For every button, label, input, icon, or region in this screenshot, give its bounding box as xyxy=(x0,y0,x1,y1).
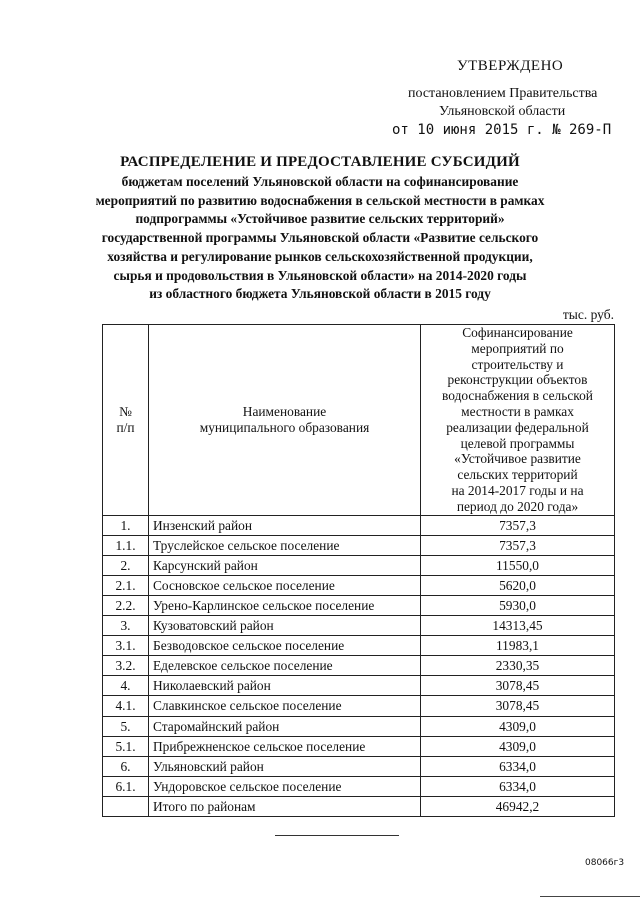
header-number xyxy=(103,325,149,516)
title-line: хозяйства и регулирование рынков сельскохозяйственной продукции, xyxy=(107,248,533,264)
table-row xyxy=(103,636,615,656)
row-municipality: Ундоровское сельское поселение xyxy=(149,776,421,796)
row-number: 2.1. xyxy=(103,575,149,595)
row-value: 4309,0 xyxy=(421,736,615,756)
header-cofinancing-line: реконструкции объектов xyxy=(447,372,588,388)
header-cofinancing-line: целевой программы xyxy=(460,435,575,451)
header-cofinancing-line: сельских территорий xyxy=(457,467,578,483)
row-number: 3. xyxy=(103,616,149,636)
header-cofinancing-line: «Устойчивое развитие xyxy=(454,451,581,467)
table-row xyxy=(103,535,615,555)
approval-line-1: постановлением Правительства xyxy=(408,86,598,101)
row-value: 7357,3 xyxy=(421,515,615,535)
header-number-sign: № xyxy=(119,403,132,419)
units-label: тыс. руб. xyxy=(562,307,614,322)
row-value: 3078,45 xyxy=(421,676,615,696)
row-number: 1.1. xyxy=(103,535,149,555)
row-municipality: Сосновское сельское поселение xyxy=(149,575,421,595)
header-municipality-line: муниципального образования xyxy=(199,419,370,435)
table-row xyxy=(103,716,615,736)
table-row xyxy=(103,575,615,595)
row-value: 5930,0 xyxy=(421,595,615,615)
header-cofinancing-line: на 2014-2017 годы и на xyxy=(451,482,584,498)
row-number: 3.1. xyxy=(103,636,149,656)
header-cofinancing-line: водоснабжения в сельской xyxy=(442,388,593,404)
document-code: 08066г3 xyxy=(585,858,625,868)
row-number: 5.1. xyxy=(103,736,149,756)
row-number: 6.1. xyxy=(103,776,149,796)
row-number xyxy=(103,796,149,816)
table-row xyxy=(103,736,615,756)
row-municipality: Прибрежненское сельское поселение xyxy=(149,736,421,756)
title-line: сырья и продовольствия в Ульяновской области» на 2014-2020 годы xyxy=(113,267,527,283)
table-total-row xyxy=(103,796,615,816)
row-number: 2. xyxy=(103,555,149,575)
row-municipality: Старомайнский район xyxy=(149,716,421,736)
row-municipality: Николаевский район xyxy=(149,676,421,696)
row-value: 46942,2 xyxy=(421,796,615,816)
row-number: 4.1. xyxy=(103,696,149,716)
title-heading: РАСПРЕДЕЛЕНИЕ И ПРЕДОСТАВЛЕНИЕ СУБСИДИЙ xyxy=(120,154,520,170)
row-value: 3078,45 xyxy=(421,696,615,716)
table-row xyxy=(103,595,615,615)
closing-rule xyxy=(275,835,399,836)
document-title xyxy=(70,152,570,304)
subsidy-table xyxy=(102,324,615,817)
title-line: бюджетам поселений Ульяновской области на софинансирование xyxy=(121,174,519,189)
header-municipality xyxy=(149,325,421,516)
row-value: 6334,0 xyxy=(421,756,615,776)
table-row xyxy=(103,656,615,676)
row-number: 4. xyxy=(103,676,149,696)
row-value: 4309,0 xyxy=(421,716,615,736)
row-number: 6. xyxy=(103,756,149,776)
header-cofinancing-line: Софинансирование xyxy=(462,325,573,340)
title-line: подпрограммы «Устойчивое развитие сельских территорий» xyxy=(135,211,505,227)
row-municipality: Безводовское сельское поселение xyxy=(149,636,421,656)
row-number: 3.2. xyxy=(103,656,149,676)
corner-scan-line xyxy=(540,896,640,897)
table-row xyxy=(103,555,615,575)
row-value: 2330,35 xyxy=(421,656,615,676)
header-municipality-line: Наименование xyxy=(242,403,327,419)
row-municipality: Ульяновский район xyxy=(149,756,421,776)
row-value: 6334,0 xyxy=(421,776,615,796)
row-value: 11983,1 xyxy=(421,636,615,656)
row-number: 2.2. xyxy=(103,595,149,615)
title-line: государственной программы Ульяновской области «Развитие сельского xyxy=(101,230,539,246)
row-municipality: Кузоватовский район xyxy=(149,616,421,636)
row-value: 7357,3 xyxy=(421,535,615,555)
header-cofinancing xyxy=(421,325,615,516)
row-municipality: Славкинское сельское поселение xyxy=(149,696,421,716)
table-row xyxy=(103,676,615,696)
row-municipality: Итого по районам xyxy=(149,796,421,816)
row-number: 1. xyxy=(103,515,149,535)
approval-line-2: Ульяновской области xyxy=(439,104,566,119)
header-cofinancing-line: период до 2020 года» xyxy=(456,498,579,514)
approval-line-3: от 10 июня 2015 г. № 269-П xyxy=(392,122,612,138)
row-value: 5620,0 xyxy=(421,575,615,595)
row-value: 14313,45 xyxy=(421,616,615,636)
table-row xyxy=(103,616,615,636)
table-row xyxy=(103,776,615,796)
header-cofinancing-line: мероприятий по xyxy=(471,340,564,356)
row-number: 5. xyxy=(103,716,149,736)
table-row xyxy=(103,756,615,776)
row-municipality: Инзенский район xyxy=(149,515,421,535)
table-row xyxy=(103,515,615,535)
row-municipality: Урено-Карлинское сельское поселение xyxy=(149,595,421,615)
title-line: мероприятий по развитию водоснабжения в сельской местности в рамках xyxy=(95,192,545,208)
header-cofinancing-line: реализации федеральной xyxy=(446,419,589,435)
row-municipality: Карсунский район xyxy=(149,555,421,575)
row-municipality: Еделевское сельское поселение xyxy=(149,656,421,676)
table-header-row xyxy=(103,325,615,516)
header-cofinancing-line: местности в рамках xyxy=(461,403,574,419)
approval-stamp-title: УТВЕРЖДЕНО xyxy=(457,58,564,74)
row-municipality: Труслейское сельское поселение xyxy=(149,535,421,555)
table-row xyxy=(103,696,615,716)
header-cofinancing-line: строительству и xyxy=(471,356,564,372)
header-number-abbr: п/п xyxy=(116,419,135,435)
row-value: 11550,0 xyxy=(421,555,615,575)
title-line: из областного бюджета Ульяновской области в 2015 году xyxy=(149,286,491,302)
